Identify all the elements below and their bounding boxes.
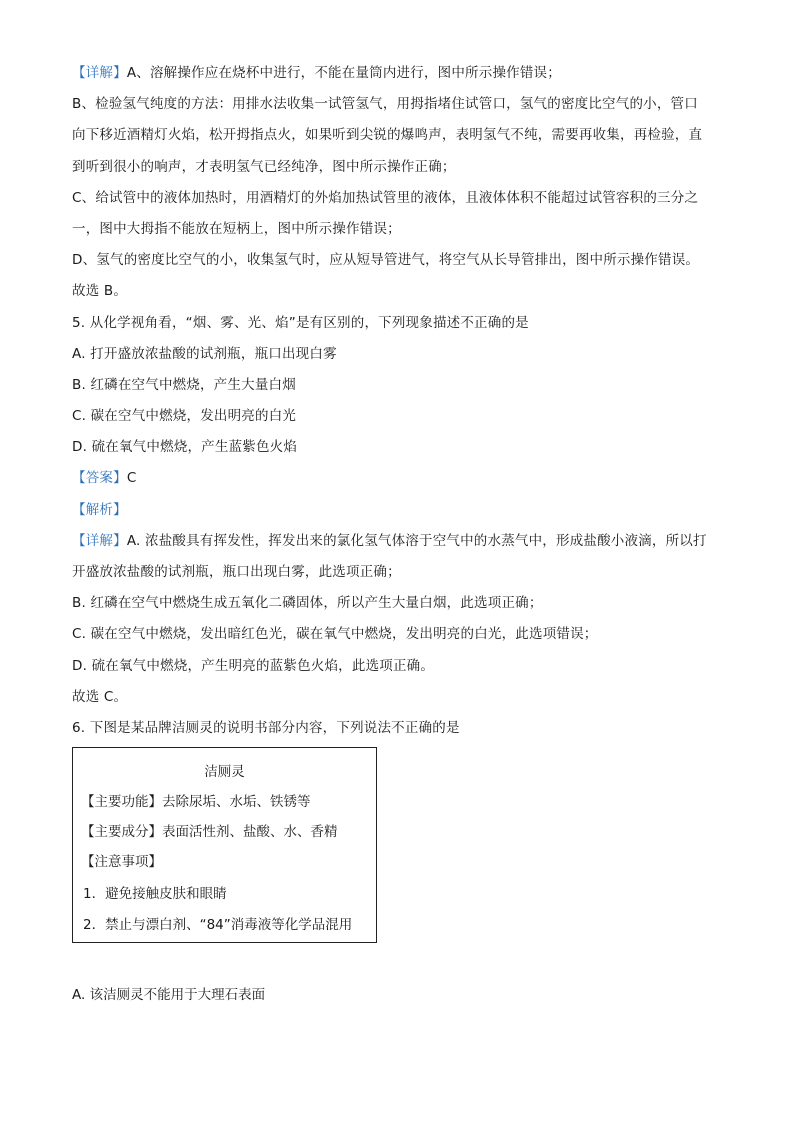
paragraph-line xyxy=(72,686,732,708)
paragraph-line xyxy=(72,218,732,240)
answer-text: C xyxy=(126,470,137,487)
question-stem xyxy=(72,312,732,334)
question-stem xyxy=(72,717,732,739)
paragraph-line xyxy=(72,187,732,209)
section-label: 【详解】 xyxy=(72,65,127,81)
paragraph-line xyxy=(72,530,732,552)
line-text: 故选 C。 xyxy=(72,688,128,705)
line-text: A、溶解操作应在烧杯中进行，不能在量筒内进行，图中所示操作错误； xyxy=(126,65,561,81)
line-text: A. 打开盛放浓盐酸的试剂瓶，瓶口出现白雾 xyxy=(72,345,337,362)
line-text: 一，图中大拇指不能放在短柄上，图中所示操作错误； xyxy=(72,220,401,237)
line-text: 向下移近酒精灯火焰，松开拇指点火，如果听到尖锐的爆鸣声，表明氢气不纯，需要再收集，再检验，直 xyxy=(72,127,703,144)
paragraph-line xyxy=(72,280,732,302)
manual-row-function: 【主要功能】去除尿垢、水垢、铁锈等 xyxy=(81,794,311,810)
manual-row-notes-heading: 【注意事项】 xyxy=(81,854,162,870)
option-line xyxy=(72,436,732,458)
line-text: C、给试管中的液体加热时，用酒精灯的外焰加热试管里的液体，且液体体积不能超过试管容积的三分之 xyxy=(72,189,699,206)
line-text: B、检验氢气纯度的方法：用排水法收集一试管氢气，用拇指堵住试管口，氢气的密度比空气的小，管口 xyxy=(72,96,698,113)
line-text: C. 碳在空气中燃烧，发出明亮的白光 xyxy=(72,408,297,425)
paragraph-line xyxy=(72,623,732,645)
paragraph-line xyxy=(72,156,732,178)
analysis-label: 【解析】 xyxy=(72,501,127,518)
option-line xyxy=(72,343,732,365)
option-a-line: A. 该洁厕灵不能用于大理石表面 xyxy=(72,987,266,1003)
paragraph-line xyxy=(72,249,732,271)
analysis-line xyxy=(72,499,732,521)
line-text: A. 浓盐酸具有挥发性，挥发出来的氯化氢气体溶于空气中的水蒸气中，形成盐酸小液滴，所以打 xyxy=(126,532,707,549)
option-line xyxy=(72,374,732,396)
paragraph-line xyxy=(72,655,732,677)
answer-line xyxy=(72,467,732,489)
paragraph-line xyxy=(72,561,732,583)
line-text: 到听到很小的响声，才表明氢气已经纯净，图中所示操作正确； xyxy=(72,158,456,175)
line-text: B. 红磷在空气中燃烧生成五氧化二磷固体，所以产生大量白烟，此选项正确； xyxy=(72,595,543,612)
paragraph-line xyxy=(72,62,732,84)
line-text: D、氢气的密度比空气的小，收集氢气时，应从短导管进气，将空气从长导管排出，图中所示操作错误。 xyxy=(72,252,700,269)
line-text: C. 碳在空气中燃烧，发出暗红色光，碳在氧气中燃烧，发出明亮的白光，此选项错误； xyxy=(72,626,598,643)
answer-label: 【答案】 xyxy=(72,470,127,487)
line-text: D. 硫在氧气中燃烧，产生明亮的蓝紫色火焰，此选项正确。 xyxy=(72,657,435,674)
paragraph-line xyxy=(72,124,732,146)
line-text: 6. 下图是某品牌洁厕灵的说明书部分内容，下列说法不正确的是 xyxy=(72,719,460,736)
manual-row-note-1: 1．避免接触皮肤和眼睛 xyxy=(83,886,227,902)
line-text: B. 红磷在空气中燃烧，产生大量白烟 xyxy=(72,376,296,393)
manual-title: 洁厕灵 xyxy=(204,764,245,780)
product-manual-box xyxy=(72,747,377,943)
paragraph-line xyxy=(72,93,732,115)
line-text: 5. 从化学视角看，“烟、雾、光、焰”是有区别的，下列现象描述不正确的是 xyxy=(72,314,529,331)
line-text: D. 硫在氧气中燃烧，产生蓝紫色火焰 xyxy=(72,439,298,456)
detail-label: 【详解】 xyxy=(72,532,127,549)
line-text: 开盛放浓盐酸的试剂瓶，瓶口出现白雾，此选项正确； xyxy=(72,564,401,580)
manual-row-note-2: 2．禁止与漂白剂、“84”消毒液等化学品混用 xyxy=(83,917,353,933)
paragraph-line xyxy=(72,592,732,614)
document-body xyxy=(72,62,732,748)
manual-row-ingredients: 【主要成分】表面活性剂、盐酸、水、香精 xyxy=(81,824,338,840)
option-line xyxy=(72,405,732,427)
line-text: 故选 B。 xyxy=(72,283,128,300)
